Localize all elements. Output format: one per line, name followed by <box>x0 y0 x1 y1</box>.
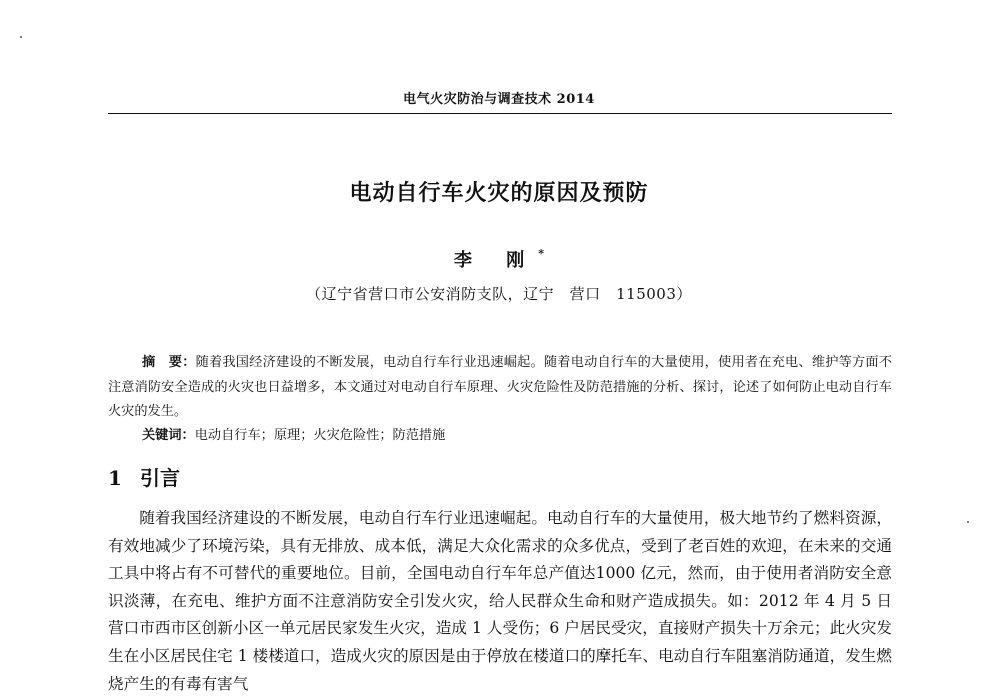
keywords-label: 关键词： <box>142 428 195 443</box>
author-footnote-mark: * <box>538 247 545 260</box>
body-paragraph: 随着我国经济建设的不断发展，电动自行车行业迅速崛起。电动自行车的大量使用，极大地节约了燃料资源，有效地减少了环境污染，具有无排放、成本低，满足大众化需求的众多优点，受到了老百姓的欢迎，在未来的交通工具中将占有不可替代的重要地位。目前，全国电动自行车年总产值达1000 亿元，然而，由于使用者消防安全意识淡薄，在充电、维护方面不注意消防安全引发火灾，给人民群众生命和财产造成损失。如：2012 年 4 月 5 日营口市西市区创新小区一单元居民家发生火灾，造成 1 人受伤；6 户居民受灾，直接财产损失十万余元；此火灾发生在小区居民住宅 1 楼楼道口，造成火灾的原因是由于停放在楼道口的摩托车、电动自行车阻塞消防通道，发生燃烧产生的有毒有害气 <box>108 509 892 693</box>
abstract-text: 随着我国经济建设的不断发展，电动自行车行业迅速崛起。随着电动自行车的大量使用，使用者在充电、维护等方面不注意消防安全造成的火灾也日益增多，本文通过对电动自行车原理、火灾危险性及防范措施的分析、探讨，论述了如何防止电动自行车火灾的发生。 <box>108 355 893 419</box>
keywords-text: 电动自行车；原理；火灾危险性；防范措施 <box>194 428 446 443</box>
keywords <box>142 426 892 446</box>
abstract-label: 摘 要： <box>142 355 196 370</box>
author-line <box>108 246 890 272</box>
section-heading <box>108 462 180 491</box>
running-header: 电气火灾防治与调查技术 2014 <box>403 92 595 107</box>
section-number: 1 <box>108 466 122 490</box>
header-rule <box>108 113 892 114</box>
scan-speck <box>20 36 22 38</box>
scan-speck <box>967 521 969 523</box>
author-name: 李 刚 <box>453 250 539 271</box>
author-affiliation: （辽宁省营口市公安消防支队，辽宁 营口 115003） <box>306 285 692 303</box>
abstract <box>108 351 892 425</box>
section-title: 引言 <box>140 466 180 490</box>
article-title: 电动自行车火灾的原因及预防 <box>349 181 649 206</box>
body-text <box>108 505 892 698</box>
